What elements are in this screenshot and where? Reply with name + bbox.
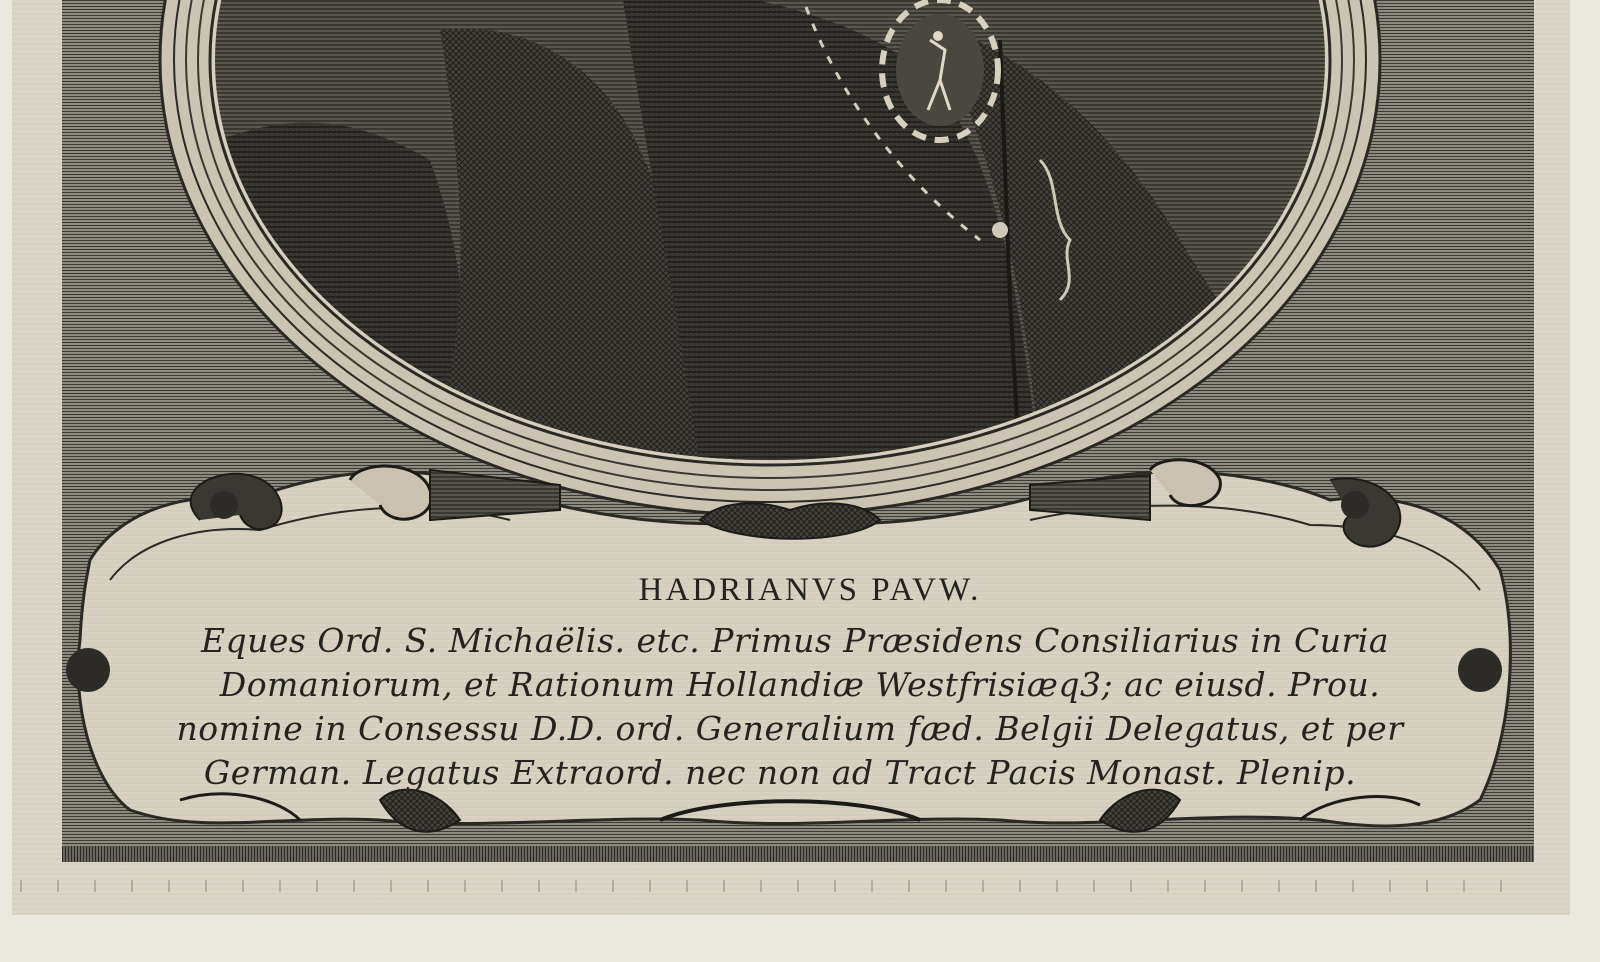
inscription-line-4: German. Legatus Extraord. nec non ad Tract Pacis Monast. Plenip. <box>203 753 1357 792</box>
order-chain-pendant <box>882 0 998 140</box>
paper-foxing-specks <box>20 880 1520 892</box>
inscription-line-1: Eques Ord. S. Michaëlis. etc. Primus Præsidens Consiliarius in Curia <box>200 621 1390 660</box>
portrait-figure <box>200 0 1340 500</box>
plate-bottom-edge <box>62 846 1534 862</box>
inscription-line-3: nomine in Consessu D.D. ord. Generalium fæd. Belgii Delegatus, et per <box>176 709 1404 748</box>
sitter-name: HADRIANVS PAVW. <box>638 572 982 608</box>
inscription-line-2: Domaniorum, et Rationum Hollandiæ Westfrisiæq3; ac eiusd. Prou. <box>219 665 1381 704</box>
cartouche-inscription <box>120 572 1500 795</box>
